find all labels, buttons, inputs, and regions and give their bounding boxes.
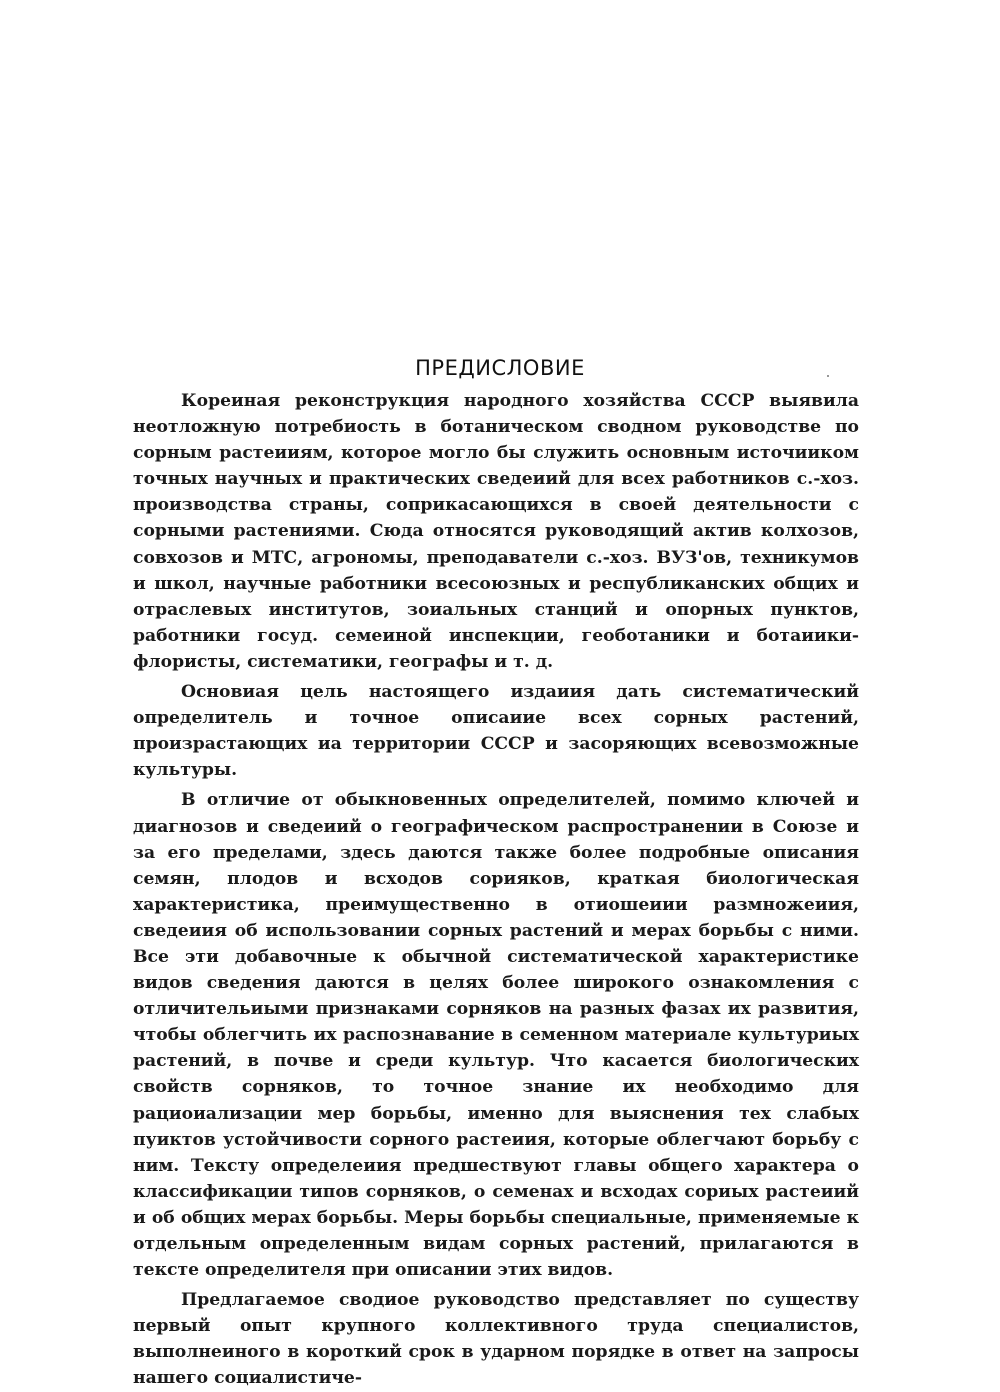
paragraph-2: Основиая цель настоящего издаиия дать систематический определитель и точное описаиие всех сорных растений, произрастающих иа территории СССР и засоряющих всевозможные культуры.	[133, 682, 859, 781]
paragraph-1: Кореиная реконструкция народного хозяйства СССР выявила неотложную потребиость в ботаническом сводном руководстве по сорным растеииям, которое могло бы служить основным источииком точных научных и практических сведеиий для всех работников с.-хоз. производства страны, соприкасающихся в своей деятельности с сорными растениями. Сюда относятся руководящий актив колхозов, совхозов и МТС, агрономы, преподаватели с.-хоз. ВУЗ'ов, техникумов и школ, научные работники всесоюзных и республиканских общих и отраслевых институтов, зоиальных станций и опорных пунктов, работники госуд. семеиной инспекции, геоботаники и ботаиики-флористы, систематики, географы и т. д.	[133, 391, 859, 672]
paragraph-3: В отличие от обыкновенных определителей, помимо ключей и диагнозов и сведеиий о географическом распространении в Союзе и за его пределами, здесь даются также более подробные описания семян, плодов и всходов сорияков, краткая биологическая характеристика, преимущественно в отиошеиии размножеиия, сведеиия об использовании сорных растений и мерах борьбы с ними. Все эти добавочные к обычной систематической характеристике видов сведения даются в целях более широкого ознакомления с отличительиыми признаками сорняков на разных фазах их развития, чтобы облегчить их распознавание в семенном материале культуриых растений, в почве и среди культур. Что касается биологических свойств сорняков, то точное знание их необходимо для рациоиализации мер борьбы, именно для выяснения тех слабых пуиктов устойчивости сорного растеиия, которые облегчают борьбу с ним. Тексту определеиия предшествуют главы общего характера о классификации типов сорняков, о семенах и всходах сориых растеиий и об общих мерах борьбы. Меры борьбы специальные, применяемые к отдельным определенным видам сорных растений, прилагаются в тексте определителя при описании этих видов.	[133, 790, 859, 1281]
page-title: ПРЕДИСЛОВИЕ	[415, 356, 585, 381]
preface-body	[133, 388, 859, 1392]
paragraph-4: Предлагаемое сводиое руководство представляет по существу первый опыт крупного коллективного труда специалистов, выполнеиного в короткий срок в ударном порядке в ответ на запросы нашего социалистиче-	[133, 1290, 859, 1389]
